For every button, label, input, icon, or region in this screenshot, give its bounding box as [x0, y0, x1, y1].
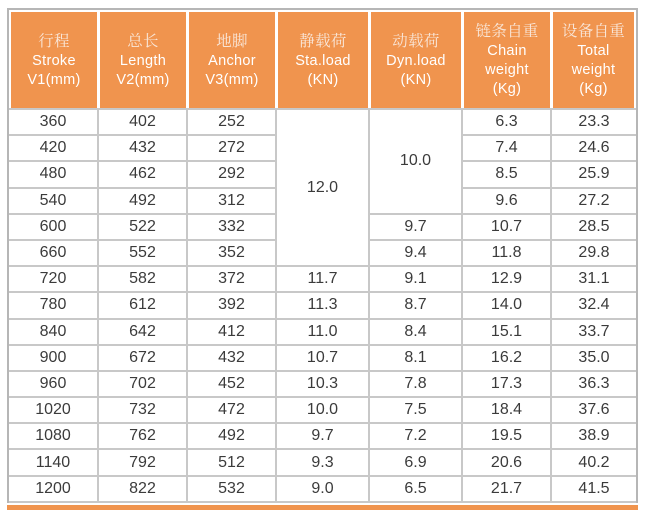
table-cell: 9.7 — [276, 423, 369, 449]
column-header-stroke — [11, 12, 97, 108]
table-cell: 720 — [9, 266, 98, 292]
table-cell: 6.5 — [369, 476, 462, 502]
table-cell: 10.7 — [276, 345, 369, 371]
table-cell: 20.6 — [462, 449, 551, 475]
table-row — [9, 345, 636, 371]
table-cell: 15.1 — [462, 319, 551, 345]
header-line: Chain — [487, 43, 527, 59]
table-cell: 11.3 — [276, 292, 369, 318]
table-cell: 672 — [98, 345, 187, 371]
table-cell: 702 — [98, 371, 187, 397]
table-cell: 11.7 — [276, 266, 369, 292]
table-cell: 492 — [187, 423, 276, 449]
table-cell: 582 — [98, 266, 187, 292]
header-line: 总长 — [127, 32, 159, 50]
column-header-length — [100, 12, 186, 108]
table-cell: 432 — [187, 345, 276, 371]
table-cell: 372 — [187, 266, 276, 292]
table-cell: 1140 — [9, 449, 98, 475]
header-line: (Kg) — [492, 81, 522, 97]
column-header-sta-load — [278, 12, 368, 108]
table-cell: 23.3 — [551, 109, 636, 135]
table-cell: 9.3 — [276, 449, 369, 475]
header-line: weight — [571, 62, 616, 78]
table-cell: 6.9 — [369, 449, 462, 475]
table-cell: 420 — [9, 135, 98, 161]
table-cell: 462 — [98, 161, 187, 187]
header-line: Total — [577, 43, 610, 59]
table-cell: 31.1 — [551, 266, 636, 292]
table-cell: 29.8 — [551, 240, 636, 266]
table-row — [9, 423, 636, 449]
table-cell: 10.0 — [369, 109, 462, 214]
table-cell: 9.0 — [276, 476, 369, 502]
table-cell: 1080 — [9, 423, 98, 449]
table-cell: 412 — [187, 319, 276, 345]
table-cell: 660 — [9, 240, 98, 266]
table-cell: 37.6 — [551, 397, 636, 423]
table-cell: 19.5 — [462, 423, 551, 449]
table-cell: 12.9 — [462, 266, 551, 292]
table-cell: 7.4 — [462, 135, 551, 161]
header-line: Dyn.load — [386, 52, 446, 69]
column-header-dyn-load — [371, 12, 461, 108]
table-cell: 17.3 — [462, 371, 551, 397]
table-cell: 822 — [98, 476, 187, 502]
table-cell: 492 — [98, 188, 187, 214]
table-cell: 12.0 — [276, 109, 369, 266]
table-cell: 9.1 — [369, 266, 462, 292]
table-cell: 10.7 — [462, 214, 551, 240]
table-cell: 10.3 — [276, 371, 369, 397]
header-line: Sta.load — [295, 52, 351, 69]
column-header-chain-weight — [464, 12, 550, 108]
table-cell: 512 — [187, 449, 276, 475]
header-line: Length — [119, 52, 167, 69]
table-cell: 38.9 — [551, 423, 636, 449]
table-cell: 312 — [187, 188, 276, 214]
table-cell: 41.5 — [551, 476, 636, 502]
table-cell: 9.7 — [369, 214, 462, 240]
table-cell: 600 — [9, 214, 98, 240]
table-cell: 332 — [187, 214, 276, 240]
table-row — [9, 292, 636, 318]
header-line: V3(mm) — [205, 71, 259, 88]
table-cell: 11.0 — [276, 319, 369, 345]
spec-table — [7, 8, 638, 503]
table-cell: 1200 — [9, 476, 98, 502]
header-line: 静载荷 — [299, 32, 347, 50]
header-line: 链条自重 — [475, 23, 539, 40]
table-cell: 7.5 — [369, 397, 462, 423]
table-cell: 472 — [187, 397, 276, 423]
table-cell: 642 — [98, 319, 187, 345]
table-cell: 36.3 — [551, 371, 636, 397]
table-cell: 392 — [187, 292, 276, 318]
table-cell: 522 — [98, 214, 187, 240]
column-header-anchor — [189, 12, 275, 108]
header-line: (Kg) — [579, 81, 608, 97]
table-cell: 10.0 — [276, 397, 369, 423]
table-cell: 352 — [187, 240, 276, 266]
header-line: V1(mm) — [27, 71, 81, 88]
header-line: 行程 — [38, 32, 70, 50]
table-cell: 1020 — [9, 397, 98, 423]
table-row — [9, 476, 636, 502]
bottom-accent-bar — [7, 505, 638, 510]
table-body — [9, 109, 636, 502]
table-row — [9, 449, 636, 475]
table-cell: 360 — [9, 109, 98, 135]
table-cell: 14.0 — [462, 292, 551, 318]
table-cell: 900 — [9, 345, 98, 371]
table-cell: 540 — [9, 188, 98, 214]
table-cell: 780 — [9, 292, 98, 318]
table-cell: 792 — [98, 449, 187, 475]
table-cell: 480 — [9, 161, 98, 187]
table-cell: 24.6 — [551, 135, 636, 161]
spec-table-body — [9, 108, 636, 503]
table-cell: 840 — [9, 319, 98, 345]
header-line: weight — [485, 62, 529, 78]
header-line: V2(mm) — [116, 71, 170, 88]
table-cell: 32.4 — [551, 292, 636, 318]
header-line: Stroke — [32, 52, 76, 69]
table-cell: 9.4 — [369, 240, 462, 266]
table-cell: 28.5 — [551, 214, 636, 240]
table-row — [9, 266, 636, 292]
header-line: Anchor — [208, 52, 256, 69]
table-cell: 16.2 — [462, 345, 551, 371]
table-row — [9, 397, 636, 423]
table-row — [9, 371, 636, 397]
table-cell: 612 — [98, 292, 187, 318]
table-cell: 452 — [187, 371, 276, 397]
table-cell: 27.2 — [551, 188, 636, 214]
table-cell: 402 — [98, 109, 187, 135]
table-cell: 272 — [187, 135, 276, 161]
table-cell: 292 — [187, 161, 276, 187]
header-row — [11, 12, 634, 108]
header-line: 地脚 — [216, 32, 248, 50]
header-line: (KN) — [400, 71, 432, 88]
table-cell: 960 — [9, 371, 98, 397]
table-cell: 732 — [98, 397, 187, 423]
table-cell: 762 — [98, 423, 187, 449]
table-cell: 8.7 — [369, 292, 462, 318]
table-cell: 8.1 — [369, 345, 462, 371]
table-cell: 25.9 — [551, 161, 636, 187]
table-cell: 9.6 — [462, 188, 551, 214]
table-cell: 552 — [98, 240, 187, 266]
table-cell: 33.7 — [551, 319, 636, 345]
table-cell: 8.5 — [462, 161, 551, 187]
header-line: (KN) — [307, 71, 339, 88]
table-cell: 11.8 — [462, 240, 551, 266]
table-cell: 7.2 — [369, 423, 462, 449]
table-row — [9, 109, 636, 135]
table-cell: 7.8 — [369, 371, 462, 397]
table-cell: 8.4 — [369, 319, 462, 345]
table-cell: 532 — [187, 476, 276, 502]
table-cell: 21.7 — [462, 476, 551, 502]
table-row — [9, 319, 636, 345]
table-cell: 6.3 — [462, 109, 551, 135]
table-cell: 18.4 — [462, 397, 551, 423]
header-line: 设备自重 — [561, 23, 626, 40]
table-cell: 40.2 — [551, 449, 636, 475]
column-header-total-weight — [553, 12, 634, 108]
table-cell: 35.0 — [551, 345, 636, 371]
table-cell: 252 — [187, 109, 276, 135]
table-cell: 432 — [98, 135, 187, 161]
header-line: 动载荷 — [392, 32, 440, 50]
